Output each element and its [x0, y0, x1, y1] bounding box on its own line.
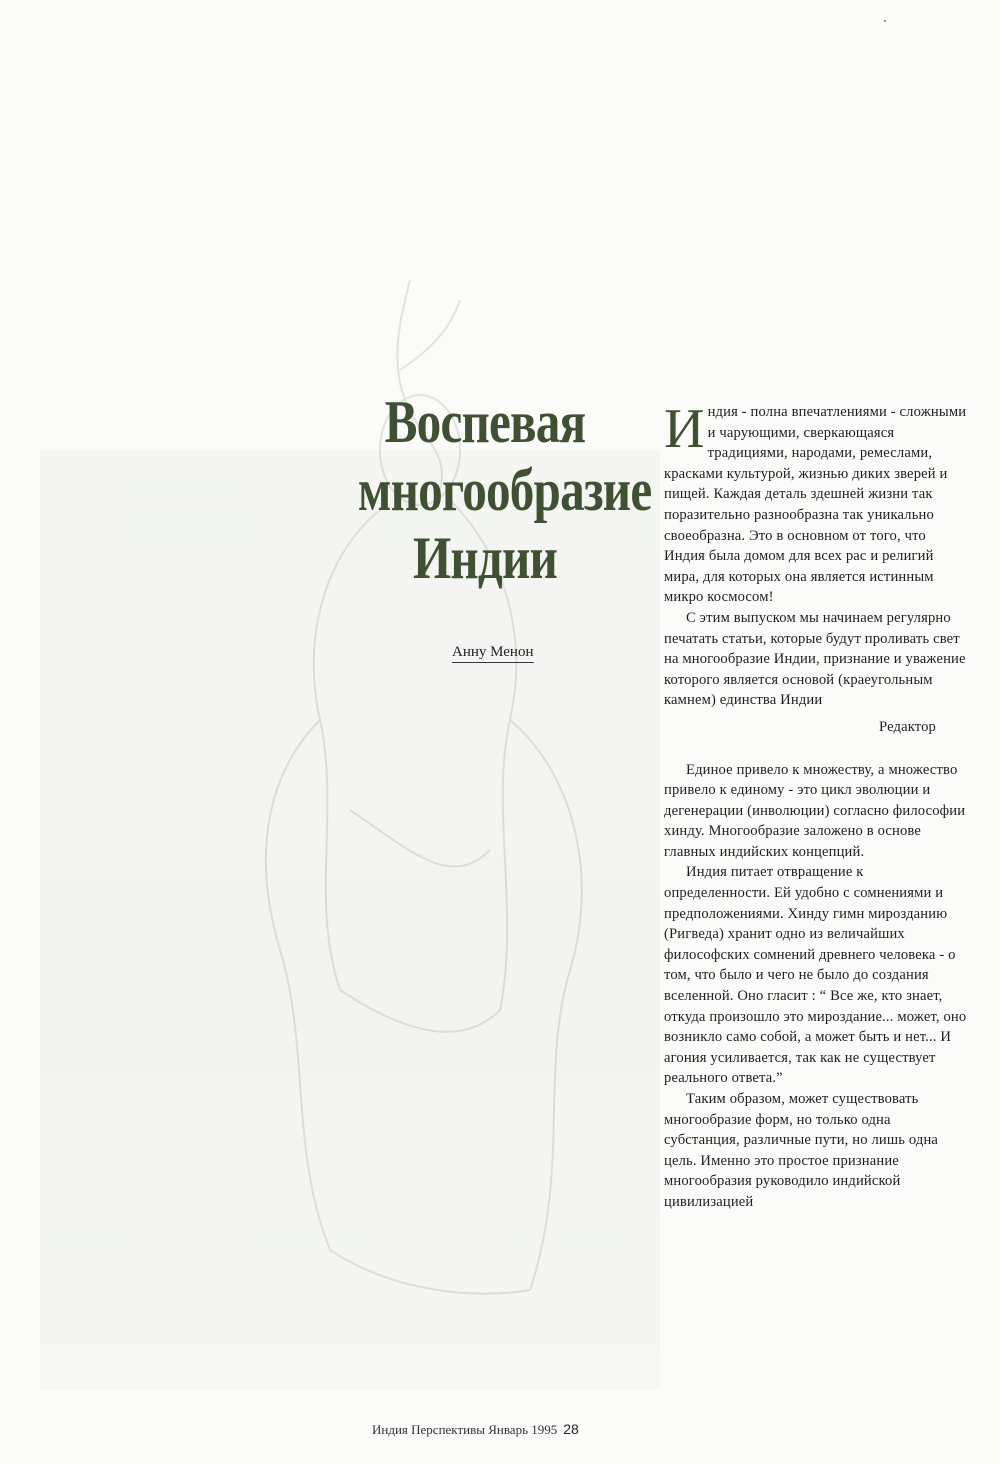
- editor-signature: Редактор: [879, 718, 936, 735]
- main-text: [664, 760, 968, 1213]
- main-paragraph-3: Таким образом, может существовать многообразие форм, но только одна субстанция, различные пути, но лишь одна цель. Именно это простое признание многообразия руководило индийской цивилизацией: [664, 1091, 939, 1210]
- drop-cap: И: [664, 398, 705, 460]
- intro-paragraph-1: Индия - полна впечатлениями - сложными и чарующими, сверкающаяся традициями, народами, ремеслами, красками культурой, жизнью диких зверей и пищей. Каждая деталь здешней жизни так поразительно разнообразна так уникально своеобразна. Это в основном от того, что Индия была домом для всех рас и религий мира, для которых она является истинным микро космосом!: [664, 398, 967, 606]
- page-footer: [372, 1421, 579, 1438]
- main-paragraph-1: Единое привело к множеству, а множество привело к единому - это цикл эволюции и дегенерации (инволюции) согласно философии хинду. Многообразие заложено в основе главных индийских концепций.: [664, 761, 966, 860]
- print-speck: [884, 20, 886, 22]
- intro-paragraph-2: С этим выпуском мы начинаем регулярно печатать статьи, которые будут проливать свет на многообразие Индии, признание и уважение которого является основой (краеугольным камнем) единства Индии: [664, 609, 966, 709]
- main-paragraph-2: Индия питает отвращение к определенности. Ей удобно с сомнениями и предположениями. Хинду гимн мирозданию (Ригведа) хранит одно из величайших философских сомнений древнего человека - о том, что было и чего не было до создания вселенной. Оно гласит : “ Все же, кто знает, откуда произошло это мироздание... может, оно возникло само собой, а может быть и нет... И агония усиливается, так как не существует реального ответа.”: [664, 864, 967, 1087]
- title-line-1: Воспевая: [384, 389, 586, 455]
- title-line-3: Индии: [412, 525, 558, 591]
- article-title: [357, 388, 652, 592]
- publication-name: Индия Перспективы Январь 1995: [372, 1422, 558, 1437]
- page-number: 28: [563, 1421, 579, 1437]
- editor-intro: [664, 398, 968, 738]
- article-body-column: [664, 398, 968, 1213]
- title-line-2: многообразие: [357, 457, 652, 523]
- author-byline: Анну Менон: [452, 644, 534, 663]
